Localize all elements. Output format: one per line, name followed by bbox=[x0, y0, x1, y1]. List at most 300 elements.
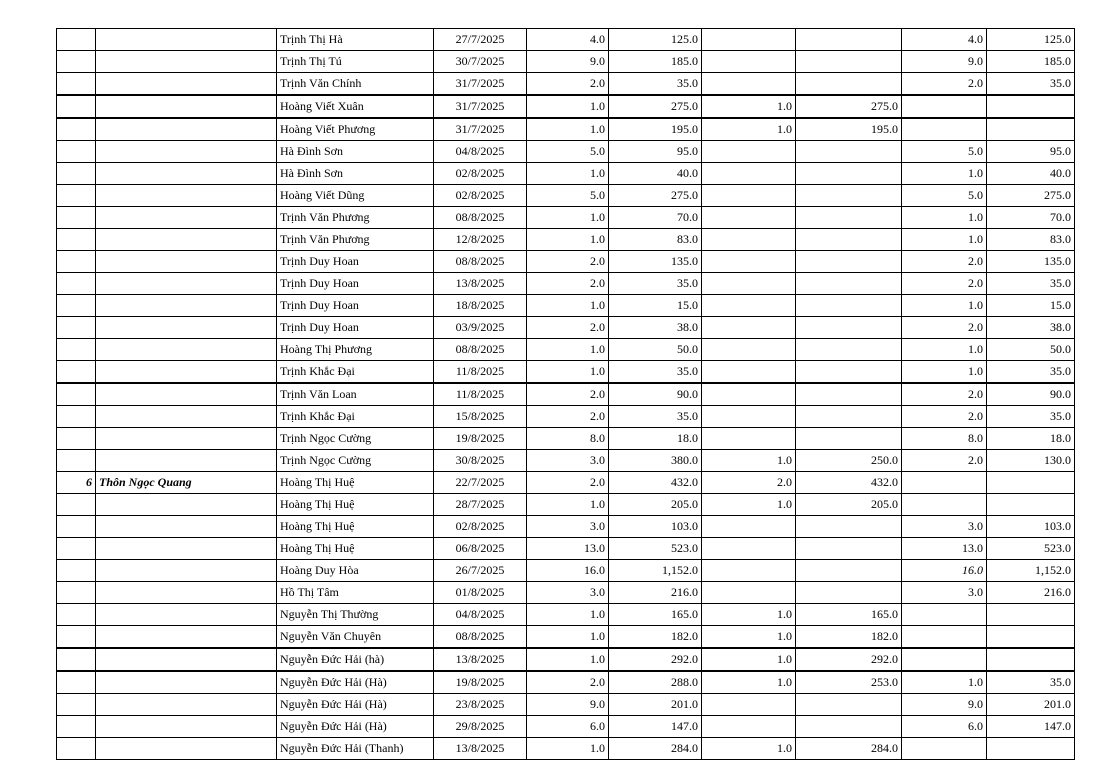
village-cell bbox=[96, 73, 277, 96]
amount-cell: 432.0 bbox=[609, 472, 702, 494]
paid-quantity-cell bbox=[702, 29, 796, 51]
table-row bbox=[57, 560, 1075, 582]
quantity-cell: 3.0 bbox=[527, 582, 609, 604]
date-cell: 02/8/2025 bbox=[434, 185, 527, 207]
paid-amount-cell: 205.0 bbox=[796, 494, 902, 516]
row-number-cell bbox=[57, 229, 96, 251]
paid-quantity-cell: 1.0 bbox=[702, 604, 796, 626]
row-number-cell bbox=[57, 251, 96, 273]
name-cell: Hoàng Thị Huệ bbox=[277, 494, 434, 516]
paid-quantity-cell: 1.0 bbox=[702, 95, 796, 118]
table-row bbox=[57, 163, 1075, 185]
remaining-amount-cell: 18.0 bbox=[987, 428, 1075, 450]
remaining-quantity-cell: 2.0 bbox=[902, 450, 987, 472]
table-row bbox=[57, 738, 1075, 760]
paid-amount-cell bbox=[796, 361, 902, 384]
date-cell: 28/7/2025 bbox=[434, 494, 527, 516]
row-number-cell bbox=[57, 516, 96, 538]
remaining-quantity-cell: 2.0 bbox=[902, 317, 987, 339]
amount-cell: 35.0 bbox=[609, 73, 702, 96]
village-cell bbox=[96, 516, 277, 538]
paid-amount-cell bbox=[796, 538, 902, 560]
amount-cell: 288.0 bbox=[609, 671, 702, 694]
paid-amount-cell bbox=[796, 229, 902, 251]
row-number-cell bbox=[57, 428, 96, 450]
name-cell: Hoàng Thị Huệ bbox=[277, 538, 434, 560]
table-row bbox=[57, 406, 1075, 428]
paid-quantity-cell bbox=[702, 185, 796, 207]
remaining-amount-cell: 15.0 bbox=[987, 295, 1075, 317]
village-cell bbox=[96, 185, 277, 207]
remaining-quantity-cell: 6.0 bbox=[902, 716, 987, 738]
date-cell: 31/7/2025 bbox=[434, 73, 527, 96]
paid-amount-cell bbox=[796, 295, 902, 317]
village-cell bbox=[96, 626, 277, 649]
date-cell: 06/8/2025 bbox=[434, 538, 527, 560]
quantity-cell: 16.0 bbox=[527, 560, 609, 582]
remaining-amount-cell: 40.0 bbox=[987, 163, 1075, 185]
table-row bbox=[57, 29, 1075, 51]
name-cell: Trịnh Ngọc Cường bbox=[277, 450, 434, 472]
row-number-cell bbox=[57, 538, 96, 560]
date-cell: 13/8/2025 bbox=[434, 738, 527, 760]
paid-amount-cell bbox=[796, 406, 902, 428]
paid-amount-cell bbox=[796, 273, 902, 295]
amount-cell: 40.0 bbox=[609, 163, 702, 185]
amount-cell: 201.0 bbox=[609, 694, 702, 716]
remaining-amount-cell: 35.0 bbox=[987, 671, 1075, 694]
paid-quantity-cell bbox=[702, 516, 796, 538]
paid-quantity-cell bbox=[702, 229, 796, 251]
remaining-amount-cell: 103.0 bbox=[987, 516, 1075, 538]
paid-quantity-cell bbox=[702, 273, 796, 295]
table-row bbox=[57, 295, 1075, 317]
village-cell bbox=[96, 406, 277, 428]
row-number-cell bbox=[57, 383, 96, 406]
amount-cell: 523.0 bbox=[609, 538, 702, 560]
remaining-quantity-cell: 2.0 bbox=[902, 383, 987, 406]
paid-amount-cell bbox=[796, 73, 902, 96]
paid-quantity-cell bbox=[702, 538, 796, 560]
table-row bbox=[57, 582, 1075, 604]
remaining-amount-cell: 35.0 bbox=[987, 361, 1075, 384]
quantity-cell: 8.0 bbox=[527, 428, 609, 450]
row-number-cell bbox=[57, 118, 96, 141]
quantity-cell: 5.0 bbox=[527, 185, 609, 207]
paid-quantity-cell bbox=[702, 339, 796, 361]
table-row bbox=[57, 251, 1075, 273]
row-number-cell bbox=[57, 450, 96, 472]
remaining-quantity-cell: 9.0 bbox=[902, 694, 987, 716]
paid-quantity-cell bbox=[702, 163, 796, 185]
row-number-cell bbox=[57, 207, 96, 229]
name-cell: Hoàng Viết Phương bbox=[277, 118, 434, 141]
amount-cell: 292.0 bbox=[609, 648, 702, 671]
remaining-amount-cell: 201.0 bbox=[987, 694, 1075, 716]
remaining-quantity-cell: 3.0 bbox=[902, 582, 987, 604]
quantity-cell: 1.0 bbox=[527, 339, 609, 361]
remaining-quantity-cell bbox=[902, 472, 987, 494]
amount-cell: 275.0 bbox=[609, 95, 702, 118]
paid-amount-cell bbox=[796, 560, 902, 582]
village-cell bbox=[96, 450, 277, 472]
paid-amount-cell bbox=[796, 428, 902, 450]
date-cell: 02/8/2025 bbox=[434, 163, 527, 185]
paid-amount-cell: 284.0 bbox=[796, 738, 902, 760]
paid-quantity-cell bbox=[702, 207, 796, 229]
row-number-cell bbox=[57, 295, 96, 317]
paid-quantity-cell bbox=[702, 428, 796, 450]
name-cell: Trịnh Văn Chính bbox=[277, 73, 434, 96]
paid-quantity-cell bbox=[702, 51, 796, 73]
remaining-amount-cell bbox=[987, 95, 1075, 118]
row-number-cell bbox=[57, 626, 96, 649]
name-cell: Nguyễn Đức Hải (Thanh) bbox=[277, 738, 434, 760]
paid-amount-cell: 253.0 bbox=[796, 671, 902, 694]
date-cell: 30/7/2025 bbox=[434, 51, 527, 73]
village-cell bbox=[96, 582, 277, 604]
date-cell: 01/8/2025 bbox=[434, 582, 527, 604]
paid-quantity-cell: 1.0 bbox=[702, 648, 796, 671]
paid-amount-cell: 432.0 bbox=[796, 472, 902, 494]
remaining-amount-cell bbox=[987, 648, 1075, 671]
paid-quantity-cell bbox=[702, 317, 796, 339]
quantity-cell: 3.0 bbox=[527, 516, 609, 538]
remaining-quantity-cell bbox=[902, 738, 987, 760]
village-cell bbox=[96, 29, 277, 51]
paid-quantity-cell bbox=[702, 73, 796, 96]
date-cell: 08/8/2025 bbox=[434, 339, 527, 361]
paid-quantity-cell bbox=[702, 560, 796, 582]
amount-cell: 90.0 bbox=[609, 383, 702, 406]
paid-amount-cell bbox=[796, 383, 902, 406]
date-cell: 02/8/2025 bbox=[434, 516, 527, 538]
name-cell: Trịnh Duy Hoan bbox=[277, 295, 434, 317]
quantity-cell: 1.0 bbox=[527, 163, 609, 185]
name-cell: Trịnh Thị Hà bbox=[277, 29, 434, 51]
amount-cell: 15.0 bbox=[609, 295, 702, 317]
name-cell: Trịnh Ngọc Cường bbox=[277, 428, 434, 450]
name-cell: Trịnh Duy Hoan bbox=[277, 317, 434, 339]
paid-quantity-cell: 1.0 bbox=[702, 671, 796, 694]
paid-amount-cell bbox=[796, 251, 902, 273]
remaining-amount-cell: 35.0 bbox=[987, 73, 1075, 96]
date-cell: 23/8/2025 bbox=[434, 694, 527, 716]
village-cell bbox=[96, 361, 277, 384]
village-cell bbox=[96, 141, 277, 163]
table-row bbox=[57, 648, 1075, 671]
paid-quantity-cell: 1.0 bbox=[702, 626, 796, 649]
village-cell bbox=[96, 51, 277, 73]
quantity-cell: 1.0 bbox=[527, 118, 609, 141]
village-cell bbox=[96, 738, 277, 760]
remaining-quantity-cell: 2.0 bbox=[902, 273, 987, 295]
paid-amount-cell bbox=[796, 317, 902, 339]
table-row bbox=[57, 383, 1075, 406]
remaining-quantity-cell: 16.0 bbox=[902, 560, 987, 582]
amount-cell: 38.0 bbox=[609, 317, 702, 339]
quantity-cell: 5.0 bbox=[527, 141, 609, 163]
remaining-quantity-cell: 4.0 bbox=[902, 29, 987, 51]
name-cell: Nguyễn Thị Thường bbox=[277, 604, 434, 626]
table-row bbox=[57, 207, 1075, 229]
row-number-cell bbox=[57, 29, 96, 51]
amount-cell: 35.0 bbox=[609, 406, 702, 428]
paid-quantity-cell bbox=[702, 295, 796, 317]
remaining-quantity-cell: 8.0 bbox=[902, 428, 987, 450]
paid-quantity-cell: 1.0 bbox=[702, 738, 796, 760]
remaining-quantity-cell bbox=[902, 648, 987, 671]
date-cell: 29/8/2025 bbox=[434, 716, 527, 738]
row-number-cell bbox=[57, 494, 96, 516]
village-cell bbox=[96, 273, 277, 295]
quantity-cell: 1.0 bbox=[527, 738, 609, 760]
remaining-quantity-cell bbox=[902, 95, 987, 118]
table-row bbox=[57, 428, 1075, 450]
paid-quantity-cell bbox=[702, 361, 796, 384]
quantity-cell: 1.0 bbox=[527, 361, 609, 384]
date-cell: 19/8/2025 bbox=[434, 428, 527, 450]
table-row bbox=[57, 51, 1075, 73]
table-row bbox=[57, 73, 1075, 96]
amount-cell: 95.0 bbox=[609, 141, 702, 163]
remaining-amount-cell: 83.0 bbox=[987, 229, 1075, 251]
row-number-cell bbox=[57, 406, 96, 428]
remaining-quantity-cell: 1.0 bbox=[902, 207, 987, 229]
amount-cell: 70.0 bbox=[609, 207, 702, 229]
date-cell: 11/8/2025 bbox=[434, 383, 527, 406]
amount-cell: 205.0 bbox=[609, 494, 702, 516]
paid-amount-cell bbox=[796, 339, 902, 361]
row-number-cell bbox=[57, 671, 96, 694]
amount-cell: 165.0 bbox=[609, 604, 702, 626]
remaining-amount-cell: 275.0 bbox=[987, 185, 1075, 207]
name-cell: Trịnh Văn Phương bbox=[277, 207, 434, 229]
remaining-amount-cell: 125.0 bbox=[987, 29, 1075, 51]
row-number-cell bbox=[57, 361, 96, 384]
date-cell: 30/8/2025 bbox=[434, 450, 527, 472]
date-cell: 04/8/2025 bbox=[434, 604, 527, 626]
village-cell bbox=[96, 716, 277, 738]
remaining-quantity-cell: 1.0 bbox=[902, 295, 987, 317]
name-cell: Hoàng Thị Huệ bbox=[277, 516, 434, 538]
quantity-cell: 1.0 bbox=[527, 626, 609, 649]
amount-cell: 216.0 bbox=[609, 582, 702, 604]
amount-cell: 50.0 bbox=[609, 339, 702, 361]
remaining-amount-cell bbox=[987, 118, 1075, 141]
remaining-amount-cell: 95.0 bbox=[987, 141, 1075, 163]
name-cell: Hoàng Viết Dũng bbox=[277, 185, 434, 207]
remaining-amount-cell: 70.0 bbox=[987, 207, 1075, 229]
date-cell: 31/7/2025 bbox=[434, 118, 527, 141]
table-row bbox=[57, 516, 1075, 538]
date-cell: 18/8/2025 bbox=[434, 295, 527, 317]
row-number-cell bbox=[57, 694, 96, 716]
village-cell bbox=[96, 118, 277, 141]
table-row bbox=[57, 450, 1075, 472]
quantity-cell: 1.0 bbox=[527, 295, 609, 317]
paid-amount-cell: 292.0 bbox=[796, 648, 902, 671]
row-number-cell bbox=[57, 51, 96, 73]
village-cell bbox=[96, 604, 277, 626]
paid-quantity-cell bbox=[702, 251, 796, 273]
amount-cell: 195.0 bbox=[609, 118, 702, 141]
remaining-quantity-cell bbox=[902, 494, 987, 516]
date-cell: 08/8/2025 bbox=[434, 207, 527, 229]
row-number-cell bbox=[57, 648, 96, 671]
village-cell bbox=[96, 251, 277, 273]
date-cell: 08/8/2025 bbox=[434, 626, 527, 649]
paid-amount-cell bbox=[796, 51, 902, 73]
village-cell bbox=[96, 494, 277, 516]
paid-amount-cell: 182.0 bbox=[796, 626, 902, 649]
amount-cell: 103.0 bbox=[609, 516, 702, 538]
remaining-quantity-cell: 3.0 bbox=[902, 516, 987, 538]
row-number-cell bbox=[57, 273, 96, 295]
table-row bbox=[57, 494, 1075, 516]
name-cell: Trịnh Duy Hoan bbox=[277, 251, 434, 273]
table-row bbox=[57, 694, 1075, 716]
paid-quantity-cell: 1.0 bbox=[702, 494, 796, 516]
remaining-amount-cell: 185.0 bbox=[987, 51, 1075, 73]
remaining-amount-cell: 216.0 bbox=[987, 582, 1075, 604]
remaining-amount-cell: 35.0 bbox=[987, 406, 1075, 428]
quantity-cell: 1.0 bbox=[527, 648, 609, 671]
quantity-cell: 2.0 bbox=[527, 251, 609, 273]
paid-amount-cell bbox=[796, 582, 902, 604]
row-number-cell: 6 bbox=[57, 472, 96, 494]
paid-quantity-cell bbox=[702, 694, 796, 716]
paid-amount-cell: 275.0 bbox=[796, 95, 902, 118]
row-number-cell bbox=[57, 95, 96, 118]
village-cell bbox=[96, 383, 277, 406]
remaining-amount-cell: 90.0 bbox=[987, 383, 1075, 406]
remaining-quantity-cell bbox=[902, 118, 987, 141]
paid-quantity-cell: 2.0 bbox=[702, 472, 796, 494]
table-row bbox=[57, 716, 1075, 738]
quantity-cell: 1.0 bbox=[527, 604, 609, 626]
row-number-cell bbox=[57, 73, 96, 96]
paid-amount-cell bbox=[796, 141, 902, 163]
row-number-cell bbox=[57, 339, 96, 361]
name-cell: Nguyễn Văn Chuyên bbox=[277, 626, 434, 649]
remaining-amount-cell bbox=[987, 626, 1075, 649]
date-cell: 04/8/2025 bbox=[434, 141, 527, 163]
village-cell bbox=[96, 694, 277, 716]
table-row bbox=[57, 361, 1075, 384]
village-cell bbox=[96, 317, 277, 339]
remaining-quantity-cell: 2.0 bbox=[902, 406, 987, 428]
row-number-cell bbox=[57, 716, 96, 738]
table-row bbox=[57, 317, 1075, 339]
village-cell bbox=[96, 163, 277, 185]
remaining-quantity-cell bbox=[902, 626, 987, 649]
date-cell: 31/7/2025 bbox=[434, 95, 527, 118]
village-cell bbox=[96, 428, 277, 450]
name-cell: Nguyễn Đức Hải (Hà) bbox=[277, 716, 434, 738]
name-cell: Hoàng Viết Xuân bbox=[277, 95, 434, 118]
paid-quantity-cell bbox=[702, 406, 796, 428]
remaining-quantity-cell: 1.0 bbox=[902, 339, 987, 361]
village-cell bbox=[96, 538, 277, 560]
amount-cell: 185.0 bbox=[609, 51, 702, 73]
remaining-quantity-cell: 2.0 bbox=[902, 251, 987, 273]
remaining-amount-cell bbox=[987, 472, 1075, 494]
village-cell bbox=[96, 95, 277, 118]
amount-cell: 1,152.0 bbox=[609, 560, 702, 582]
amount-cell: 284.0 bbox=[609, 738, 702, 760]
amount-cell: 380.0 bbox=[609, 450, 702, 472]
table-row bbox=[57, 671, 1075, 694]
name-cell: Hà Đình Sơn bbox=[277, 163, 434, 185]
amount-cell: 182.0 bbox=[609, 626, 702, 649]
paid-amount-cell bbox=[796, 29, 902, 51]
name-cell: Nguyễn Đức Hải (hà) bbox=[277, 648, 434, 671]
remaining-amount-cell: 135.0 bbox=[987, 251, 1075, 273]
table-row bbox=[57, 273, 1075, 295]
table-row bbox=[57, 229, 1075, 251]
table-row bbox=[57, 626, 1075, 649]
table-row bbox=[57, 472, 1075, 494]
village-cell bbox=[96, 207, 277, 229]
paid-amount-cell bbox=[796, 163, 902, 185]
amount-cell: 35.0 bbox=[609, 361, 702, 384]
name-cell: Trịnh Khắc Đại bbox=[277, 361, 434, 384]
remaining-amount-cell: 38.0 bbox=[987, 317, 1075, 339]
row-number-cell bbox=[57, 738, 96, 760]
table-row bbox=[57, 604, 1075, 626]
remaining-amount-cell: 35.0 bbox=[987, 273, 1075, 295]
date-cell: 13/8/2025 bbox=[434, 648, 527, 671]
quantity-cell: 13.0 bbox=[527, 538, 609, 560]
paid-quantity-cell: 1.0 bbox=[702, 118, 796, 141]
village-cell bbox=[96, 648, 277, 671]
quantity-cell: 2.0 bbox=[527, 273, 609, 295]
name-cell: Nguyễn Đức Hải (Hà) bbox=[277, 671, 434, 694]
remaining-amount-cell: 147.0 bbox=[987, 716, 1075, 738]
village-cell bbox=[96, 339, 277, 361]
village-cell bbox=[96, 671, 277, 694]
date-cell: 15/8/2025 bbox=[434, 406, 527, 428]
quantity-cell: 1.0 bbox=[527, 229, 609, 251]
remaining-quantity-cell bbox=[902, 604, 987, 626]
quantity-cell: 2.0 bbox=[527, 671, 609, 694]
paid-quantity-cell bbox=[702, 383, 796, 406]
quantity-cell: 1.0 bbox=[527, 494, 609, 516]
remaining-quantity-cell: 1.0 bbox=[902, 163, 987, 185]
paid-amount-cell bbox=[796, 207, 902, 229]
quantity-cell: 6.0 bbox=[527, 716, 609, 738]
remaining-amount-cell: 1,152.0 bbox=[987, 560, 1075, 582]
name-cell: Trịnh Duy Hoan bbox=[277, 273, 434, 295]
remaining-amount-cell bbox=[987, 604, 1075, 626]
date-cell: 19/8/2025 bbox=[434, 671, 527, 694]
amount-cell: 147.0 bbox=[609, 716, 702, 738]
row-number-cell bbox=[57, 582, 96, 604]
remaining-quantity-cell: 5.0 bbox=[902, 185, 987, 207]
date-cell: 26/7/2025 bbox=[434, 560, 527, 582]
remaining-amount-cell bbox=[987, 738, 1075, 760]
quantity-cell: 3.0 bbox=[527, 450, 609, 472]
name-cell: Trịnh Khắc Đại bbox=[277, 406, 434, 428]
remaining-quantity-cell: 9.0 bbox=[902, 51, 987, 73]
row-number-cell bbox=[57, 317, 96, 339]
paid-quantity-cell bbox=[702, 582, 796, 604]
name-cell: Hoàng Thị Huệ bbox=[277, 472, 434, 494]
remaining-quantity-cell: 5.0 bbox=[902, 141, 987, 163]
paid-amount-cell: 195.0 bbox=[796, 118, 902, 141]
village-cell bbox=[96, 560, 277, 582]
